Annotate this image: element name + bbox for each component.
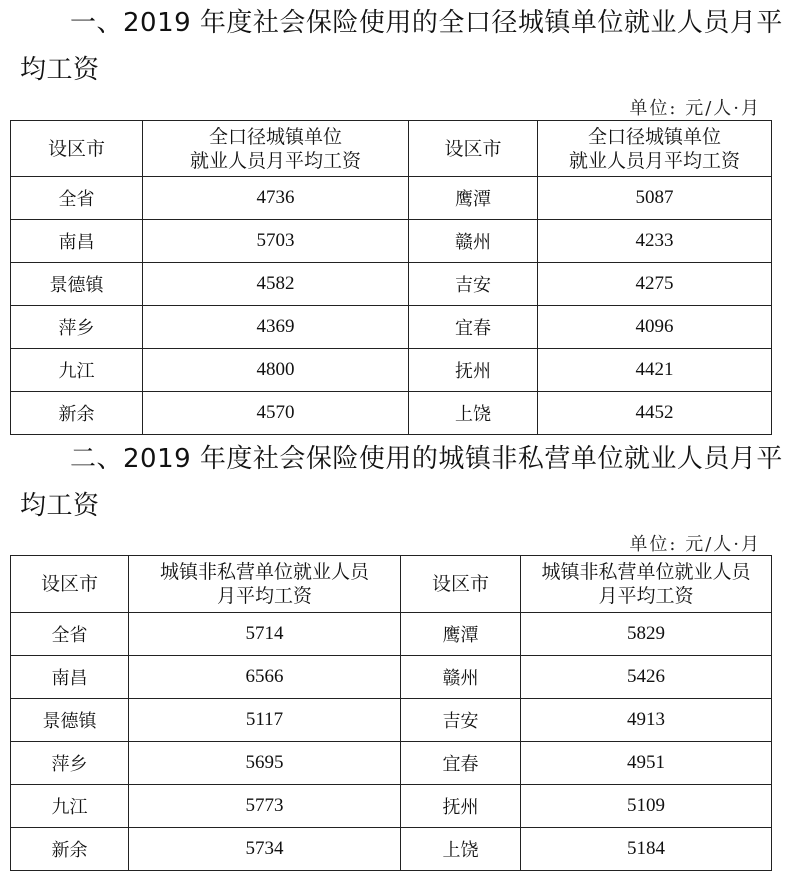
wage-cell: 4369 [143,306,409,349]
city-cell: 赣州 [409,220,538,263]
header-wage-line1: 全口径城镇单位 [208,125,342,148]
city-cell: 鹰潭 [401,613,521,656]
wage-cell: 4421 [538,349,772,392]
city-cell: 全省 [11,177,143,220]
table-row [11,177,772,220]
wage-cell: 4096 [538,306,772,349]
table-row [11,263,772,306]
city-cell: 鹰潭 [409,177,538,220]
city-cell: 上饶 [409,392,538,435]
wage-cell: 5773 [129,785,401,828]
section1-wage-table [10,120,772,435]
wage-cell: 5714 [129,613,401,656]
wage-cell: 5734 [129,828,401,871]
header-wage-line2: 就业人员月平均工资 [189,149,361,172]
city-cell: 赣州 [401,656,521,699]
wage-cell: 6566 [129,656,401,699]
table-row [11,785,772,828]
section2-title-line1: 二、2019 年度社会保险使用的城镇非私营单位就业人员月平 [70,444,783,474]
header-city: 设区市 [11,121,143,177]
header-wage-line2: 就业人员月平均工资 [568,149,740,172]
city-cell: 景德镇 [11,699,129,742]
header-city: 设区市 [409,121,538,177]
city-cell: 抚州 [409,349,538,392]
header-wage [538,121,772,177]
city-cell: 吉安 [401,699,521,742]
city-cell: 景德镇 [11,263,143,306]
wage-cell: 5184 [521,828,772,871]
city-cell: 九江 [11,785,129,828]
header-wage [143,121,409,177]
city-cell: 新余 [11,392,143,435]
wage-cell: 4275 [538,263,772,306]
table-row [11,306,772,349]
city-cell: 九江 [11,349,143,392]
header-city: 设区市 [11,556,129,613]
section2-unit-label: 单位: 元/人·月 [629,534,761,555]
city-cell: 上饶 [401,828,521,871]
wage-cell: 5695 [129,742,401,785]
table-row [11,699,772,742]
table-row [11,613,772,656]
city-cell: 吉安 [409,263,538,306]
header-wage-line1: 城镇非私营单位就业人员 [541,561,751,583]
table-row [11,742,772,785]
wage-cell: 4913 [521,699,772,742]
city-cell: 南昌 [11,656,129,699]
header-wage [521,556,772,613]
wage-cell: 4800 [143,349,409,392]
city-cell: 宜春 [401,742,521,785]
wage-cell: 5109 [521,785,772,828]
header-wage-line2: 月平均工资 [598,585,694,607]
table-header-row [11,556,772,613]
section2-wage-table [10,555,772,871]
wage-cell: 5087 [538,177,772,220]
section1-title-line1: 一、2019 年度社会保险使用的全口径城镇单位就业人员月平 [70,8,783,38]
wage-cell: 4452 [538,392,772,435]
section1-title-line2: 均工资 [20,55,100,85]
header-wage-line1: 城镇非私营单位就业人员 [159,561,369,583]
city-cell: 萍乡 [11,742,129,785]
header-wage-line1: 全口径城镇单位 [587,125,721,148]
city-cell: 南昌 [11,220,143,263]
wage-cell: 4570 [143,392,409,435]
wage-cell: 4736 [143,177,409,220]
header-wage-line2: 月平均工资 [216,585,312,607]
table-header-row [11,121,772,177]
city-cell: 抚州 [401,785,521,828]
table-row [11,828,772,871]
city-cell: 全省 [11,613,129,656]
wage-cell: 5426 [521,656,772,699]
wage-cell: 4233 [538,220,772,263]
table-row [11,656,772,699]
city-cell: 宜春 [409,306,538,349]
wage-cell: 5703 [143,220,409,263]
wage-cell: 4582 [143,263,409,306]
city-cell: 新余 [11,828,129,871]
wage-cell: 5117 [129,699,401,742]
wage-cell: 5829 [521,613,772,656]
table-row [11,349,772,392]
table-row [11,220,772,263]
header-wage [129,556,401,613]
table-row [11,392,772,435]
city-cell: 萍乡 [11,306,143,349]
section1-unit-label: 单位: 元/人·月 [629,98,761,119]
wage-cell: 4951 [521,742,772,785]
header-city: 设区市 [401,556,521,613]
section2-title-line2: 均工资 [20,491,100,521]
